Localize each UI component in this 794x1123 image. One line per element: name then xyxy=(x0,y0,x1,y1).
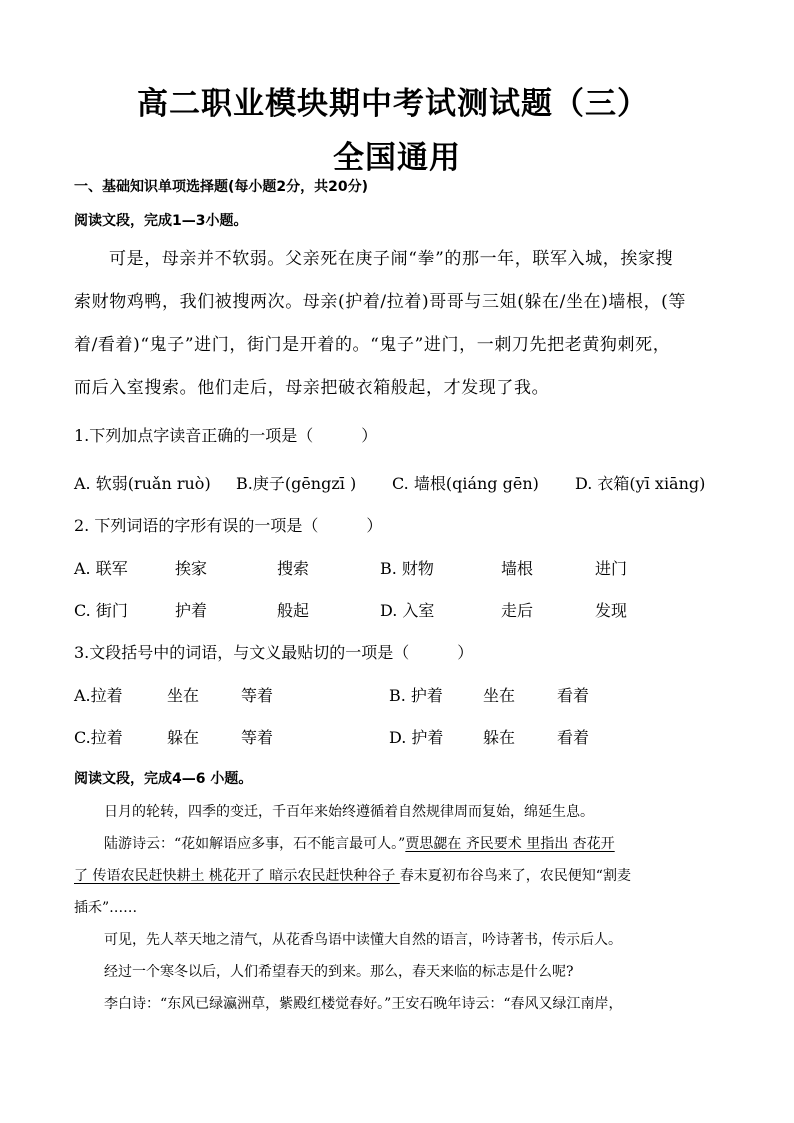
q3-option-b-word: 坐在 xyxy=(483,686,516,705)
q3-option-c-word: C.拉着 xyxy=(74,728,123,747)
section-heading: 一、基础知识单项选择题(每小题2分，共20分) xyxy=(74,179,369,195)
q2-option-d-word: D. 入室 xyxy=(380,601,435,620)
q2-option-a-word: A. 联军 xyxy=(74,559,128,578)
passage2-line xyxy=(74,865,631,885)
reading-instruction-2: 阅读文段，完成4—6 小题。 xyxy=(74,771,253,787)
passage2-underlined-text: 贾思勰在 齐民要术 里指出 杏花开 xyxy=(405,836,615,852)
passage2-line: 日月的轮转，四季的变迁，千百年来始终遵循着自然规律周而复始，绵延生息。 xyxy=(104,804,594,820)
passage2-line: 经过一个寒冬以后，人们希望春天的到来。那么，春天来临的标志是什么呢? xyxy=(104,964,574,980)
q3-option-c-word: 等着 xyxy=(241,728,274,747)
passage-line: 而后入室搜索。他们走后，母亲把破衣箱般起，才发现了我。 xyxy=(74,378,550,398)
q1-option-c: C. 墙根(qiáng gēn) xyxy=(392,474,539,493)
passage2-text: 春末夏初布谷鸟来了，农民便知“割麦 xyxy=(399,868,631,884)
page-subtitle: 全国通用 xyxy=(333,140,461,176)
question-3-stem: 3.文段括号中的词语，与文义最贴切的一项是（ ） xyxy=(74,643,474,662)
q1-option-a: A. 软弱(ruǎn ruò) xyxy=(74,474,211,493)
passage2-line: 可见，先人萃天地之清气，从花香鸟语中读懂大自然的语言，吟诗著书，传示后人。 xyxy=(104,932,622,948)
q2-option-a-word: 搜索 xyxy=(277,559,310,578)
q2-option-d-word: 发现 xyxy=(595,601,628,620)
q2-option-a-word: 挨家 xyxy=(175,559,208,578)
q3-option-b-word: 看着 xyxy=(557,686,590,705)
reading-instruction-1: 阅读文段，完成1—3小题。 xyxy=(74,213,248,229)
q3-option-c-word: 躲在 xyxy=(167,728,200,747)
q3-option-a-word: A.拉着 xyxy=(74,686,123,705)
q2-option-b-word: 进门 xyxy=(595,559,628,578)
q1-option-b: B.庚子(gēngzī ) xyxy=(236,474,357,493)
q3-option-b-word: B. 护着 xyxy=(389,686,443,705)
q2-option-c-word: 护着 xyxy=(175,601,208,620)
passage-line: 可是，母亲并不软弱。父亲死在庚子闹“拳”的那一年，联军入城，挨家搜 xyxy=(109,249,674,269)
passage2-underlined-text: 了 传语农民赶快耕土 桃花开了 暗示农民赶快种谷子 xyxy=(74,868,400,884)
question-1-stem: 1.下列加点字读音正确的一项是（ ） xyxy=(74,426,378,445)
q3-option-d-word: D. 护着 xyxy=(389,728,444,747)
passage2-text: 陆游诗云：“花如解语应多事，石不能言最可人。” xyxy=(104,836,406,852)
passage-line: 索财物鸡鸭，我们被搜两次。母亲(护着/拉着)哥哥与三姐(躲在/坐在)墙根，(等 xyxy=(74,292,687,312)
passage-line: 着/看着)“鬼子”进门，街门是开着的。“鬼子”进门，一刺刀先把老黄狗刺死， xyxy=(74,335,671,355)
q2-option-b-word: 墙根 xyxy=(501,559,534,578)
q2-option-c-word: 般起 xyxy=(277,601,310,620)
q3-option-d-word: 躲在 xyxy=(483,728,516,747)
q3-option-d-word: 看着 xyxy=(557,728,590,747)
q2-option-b-word: B. 财物 xyxy=(380,559,434,578)
q3-option-a-word: 等着 xyxy=(241,686,274,705)
q2-option-c-word: C. 街门 xyxy=(74,601,128,620)
q1-option-d: D. 衣箱(yī xiāng) xyxy=(575,474,706,493)
question-2-stem: 2. 下列词语的字形有误的一项是（ ） xyxy=(74,516,383,535)
q2-option-d-word: 走后 xyxy=(501,601,534,620)
page-title: 高二职业模块期中考试测试题（三） xyxy=(137,86,649,122)
passage2-line: 插禾”…… xyxy=(74,900,138,916)
passage2-line: 李白诗：“东风已绿瀛洲草，紫殿红楼觉春好。”王安石晚年诗云：“春风又绿江南岸， xyxy=(104,996,623,1012)
q3-option-a-word: 坐在 xyxy=(167,686,200,705)
passage2-line xyxy=(104,833,615,853)
